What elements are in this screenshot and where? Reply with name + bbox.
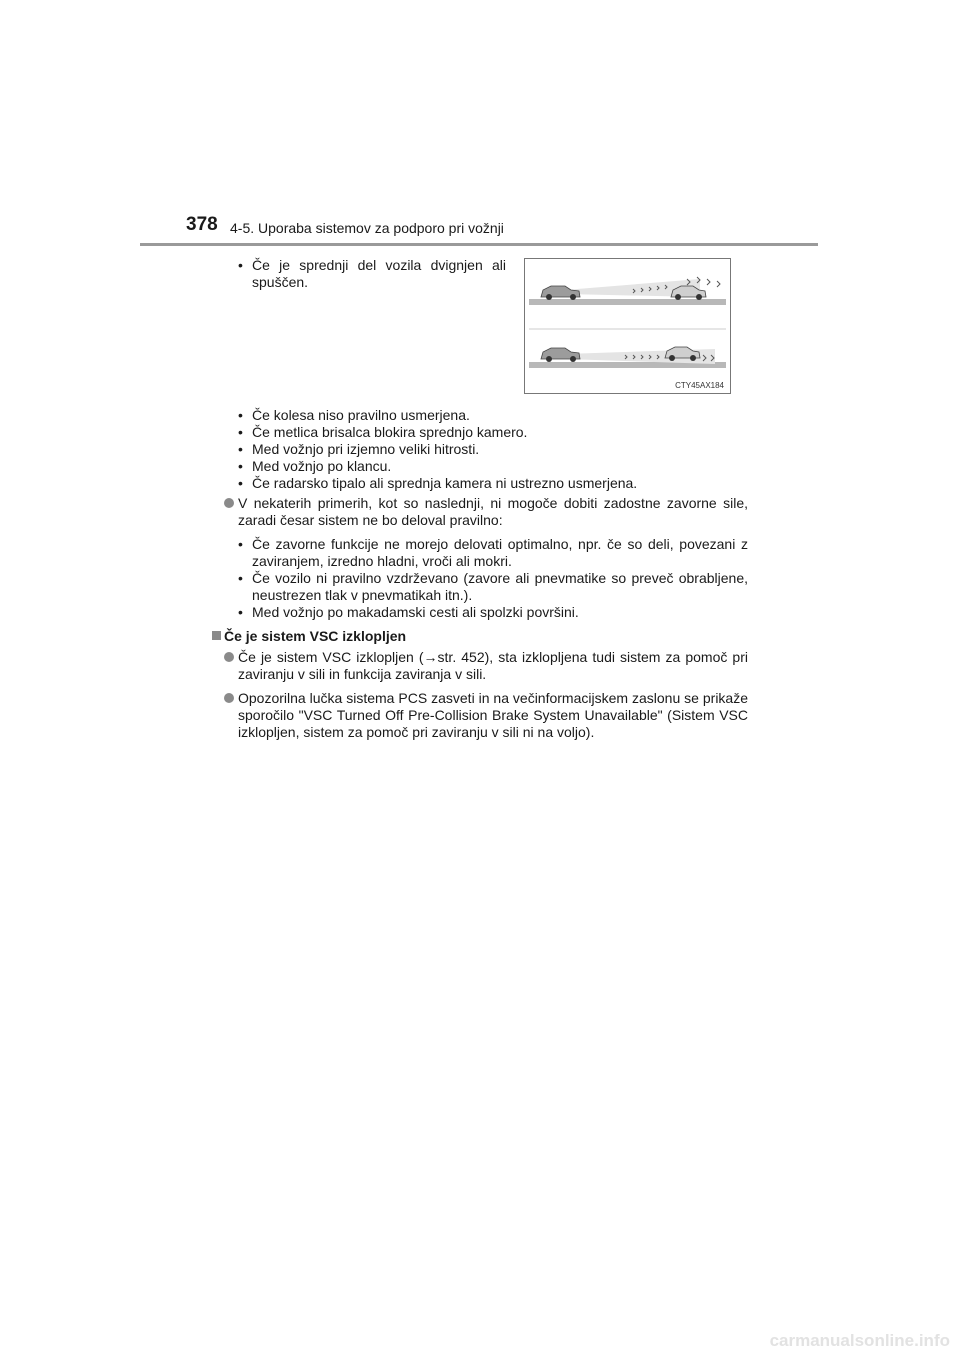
list-item-text: Če kolesa niso pravilno usmerjena. (252, 407, 470, 423)
list-item-text: Med vožnjo po makadamski cesti ali spolzki površini. (252, 604, 579, 620)
bullet-mark: • (238, 257, 243, 273)
list-item-text: V nekaterih primerih, kot so naslednji, ni mogoče dobiti zadostne zavorne sile, zaradi česar sistem ne bo deloval pravilno: (238, 495, 748, 528)
circle-bullet-icon (224, 693, 234, 703)
list-item (238, 441, 748, 458)
list-item (238, 570, 748, 604)
square-bullet-icon (212, 631, 221, 640)
circle-bullet-icon (224, 652, 234, 662)
vehicle-sensor-illustration (525, 259, 730, 393)
list-item (238, 424, 748, 441)
list-item-text: Med vožnjo po klancu. (252, 458, 392, 474)
bullet-mark: • (238, 475, 243, 491)
list-item (238, 458, 748, 475)
list-item-text: Če vozilo ni pravilno vzdrževano (zavore ali pnevmatike so preveč obrabljene, neustrezen tlak v pnevmatikah itn.). (252, 570, 748, 603)
circle-list-item (224, 495, 748, 529)
list-item (238, 257, 506, 291)
list-item (238, 475, 748, 492)
list-item (238, 536, 748, 570)
circle-list-item (224, 649, 748, 683)
bullet-mark: • (238, 407, 243, 423)
subheading-text: Če je sistem VSC izklopljen (224, 628, 407, 644)
header-rule (140, 243, 818, 246)
bullet-mark: • (238, 536, 243, 552)
bullet-mark: • (238, 441, 243, 457)
bullet-mark: • (238, 604, 243, 620)
bullet-mark: • (238, 424, 243, 440)
list-item-text: Če zavorne funkcije ne morejo delovati optimalno, npr. če so deli, povezani z zaviranjem, izredno hladni, vroči ali mokri. (252, 536, 748, 569)
section-title: 4-5. Uporaba sistemov za podporo pri vožnji (230, 220, 504, 236)
list-item (238, 604, 748, 621)
illustration-figure (524, 258, 731, 394)
list-item-text: Če radarsko tipalo ali sprednja kamera ni ustrezno usmerjena. (252, 475, 638, 491)
bullet-mark: • (238, 458, 243, 474)
list-item-text: Med vožnjo pri izjemno veliki hitrosti. (252, 441, 480, 457)
list-item (238, 407, 748, 424)
circle-bullet-icon (224, 498, 234, 508)
list-item-text: Če metlica brisalca blokira sprednjo kamero. (252, 424, 528, 440)
circle-list-item (224, 690, 748, 741)
watermark: carmanualsonline.info (769, 1331, 950, 1350)
list-item-text: Opozorilna lučka sistema PCS zasveti in na večinformacijskem zaslonu se prikaže sporočilo "VSC Turned Off Pre-Collision Brake System Unavailable" (Sistem VSC izklopljen, sistem za pomoč pri zaviranju v sili ni na voljo). (238, 690, 748, 740)
page-number: 378 (186, 214, 218, 235)
bullet-mark: • (238, 570, 243, 586)
vsc-subheading (212, 628, 748, 645)
figure-code: CTY45AX184 (675, 381, 724, 390)
list-item-text: Če je sistem VSC izklopljen (→str. 452), sta izklopljena tudi sistem za pomoč pri zaviranju v sili in funkcija zaviranja v sili. (238, 649, 748, 682)
list-item-text: Če je sprednji del vozila dvignjen ali spuščen. (252, 257, 506, 290)
